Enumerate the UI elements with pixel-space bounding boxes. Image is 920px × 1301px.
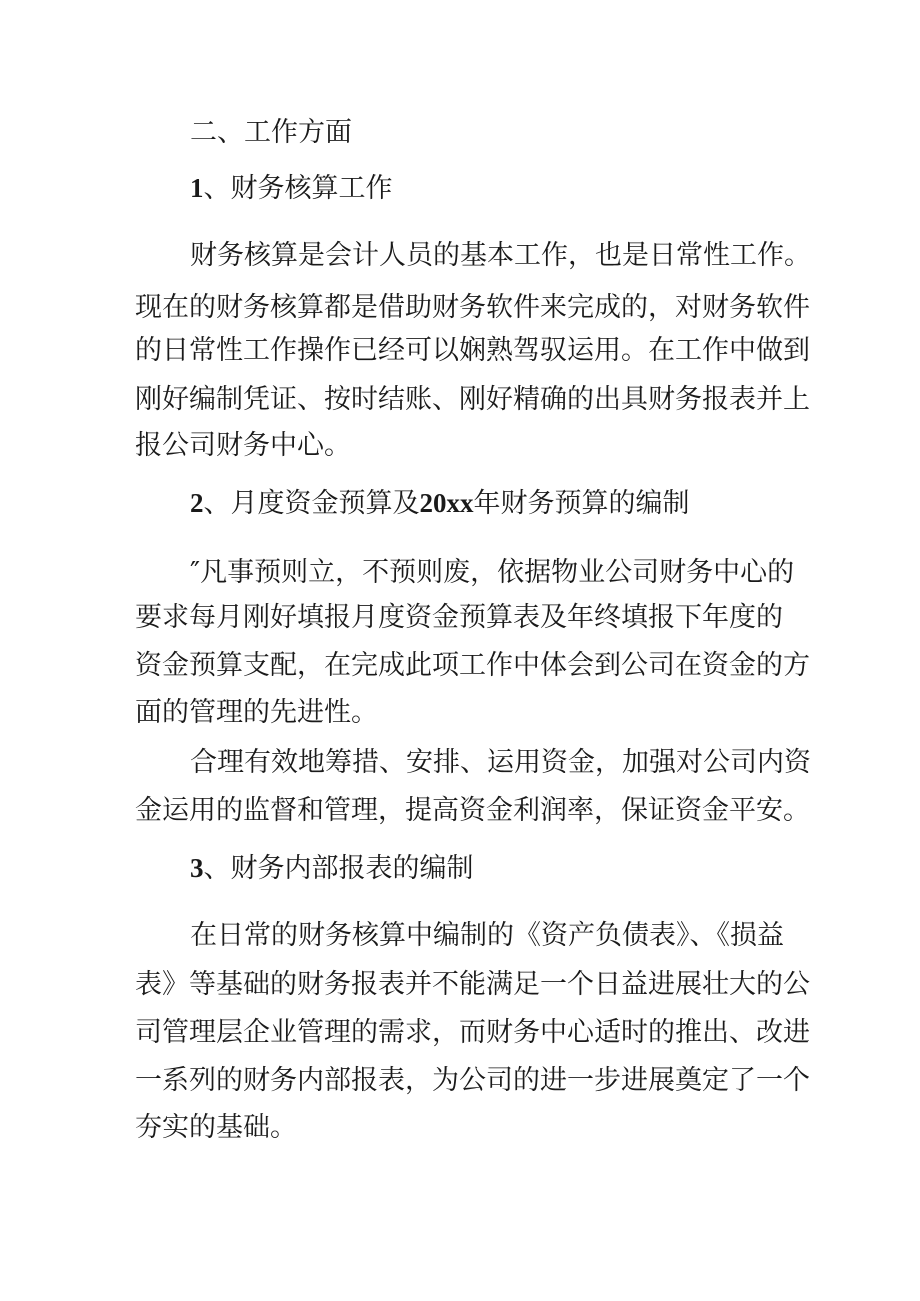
subsection-2-title-part-1: 、月度资金预算及: [203, 488, 420, 519]
subsection-3-heading: [190, 850, 474, 887]
subsection-3-number: 3: [190, 853, 204, 883]
paragraph-3-line-2: 金运用的监督和管理，提高资金利润率，保证资金平安。: [135, 795, 810, 826]
paragraph-1-line-3: 的日常性工作操作已经可以娴熟驾驭运用。在工作中做到: [135, 335, 810, 366]
subsection-3-title: 、财务内部报表的编制: [203, 853, 474, 884]
subsection-2-title-year: 20xx: [419, 488, 474, 518]
paragraph-4-line-4: 一系列的财务内部报表，为公司的进一步进展奠定了一个: [135, 1065, 810, 1096]
subsection-1-heading: [190, 170, 393, 207]
paragraph-2-line-2: 要求每月刚好填报月度资金预算表及年终填报下年度的: [135, 602, 783, 633]
paragraph-2-line-1: ″凡事预则立，不预则废，依据物业公司财务中心的: [190, 557, 795, 588]
subsection-1-title: 、财务核算工作: [203, 173, 393, 204]
paragraph-4-line-5: 夯实的基础。: [135, 1112, 297, 1143]
paragraph-1-line-1: 财务核算是会计人员的基本工作，也是日常性工作。: [190, 240, 811, 271]
paragraph-1-line-2: 现在的财务核算都是借助财务软件来完成的，对财务软件: [135, 292, 810, 323]
subsection-2-number: 2: [190, 488, 204, 518]
subsection-1-number: 1: [190, 173, 204, 203]
paragraph-3-line-1: 合理有效地筹措、安排、运用资金，加强对公司内资: [190, 747, 811, 778]
paragraph-1-line-4: 刚好编制凭证、按时结账、刚好精确的出具财务报表并上: [135, 384, 810, 415]
paragraph-4-line-2: 表》等基础的财务报表并不能满足一个日益进展壮大的公: [135, 969, 810, 1000]
subsection-2-heading: [190, 485, 690, 522]
subsection-2-title-part-2: 年财务预算的编制: [473, 488, 690, 519]
paragraph-4-line-3: 司管理层企业管理的需求，而财务中心适时的推出、改进: [135, 1017, 810, 1048]
paragraph-1-line-5: 报公司财务中心。: [135, 430, 351, 461]
paragraph-2-line-4: 面的管理的先进性。: [135, 697, 378, 728]
paragraph-4-line-1: 在日常的财务核算中编制的《资产负债表》、《损益: [190, 920, 784, 951]
section-title: 二、工作方面: [190, 117, 352, 148]
paragraph-2-line-3: 资金预算支配，在完成此项工作中体会到公司在资金的方: [135, 650, 810, 681]
